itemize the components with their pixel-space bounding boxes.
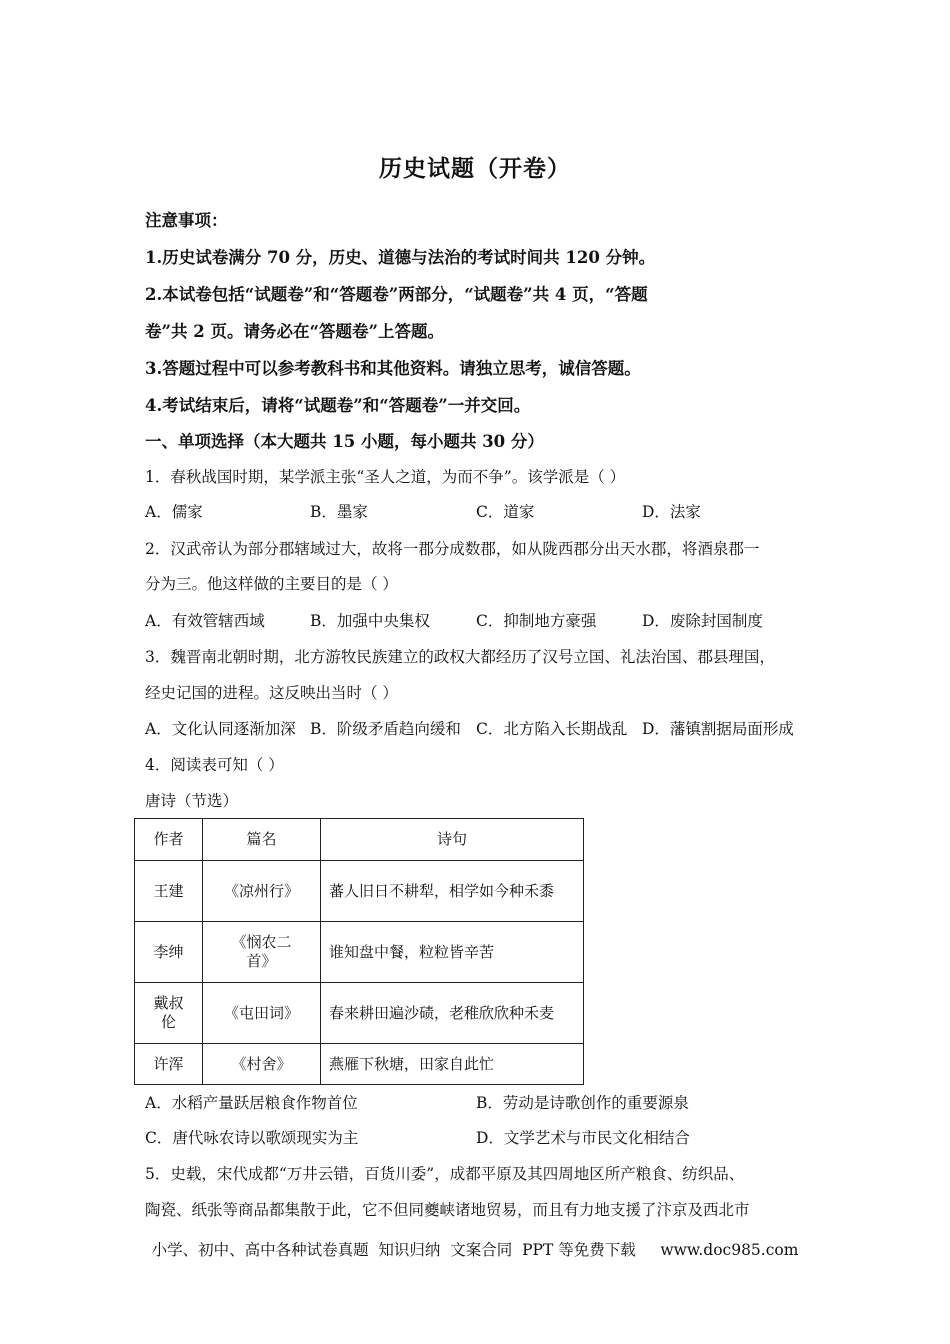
q2-option-b: B．加强中央集权 bbox=[310, 612, 430, 630]
question-1-stem: 1．春秋战国时期，某学派主张“圣人之道，为而不争”。该学派是（ ） bbox=[145, 468, 626, 486]
q3-option-d: D．藩镇割据局面形成 bbox=[642, 720, 794, 738]
notice-item-2: 2.本试卷包括“试题卷”和“答题卷”两部分，“试题卷”共 4 页，“答题 bbox=[145, 285, 648, 304]
q2-option-c: C．抑制地方豪强 bbox=[476, 612, 597, 630]
cell-title: 《村舍》 bbox=[203, 1044, 321, 1085]
cell-author: 戴叔伦 bbox=[135, 983, 203, 1044]
section-heading: 一、单项选择（本大题共 15 小题，每小题共 30 分） bbox=[145, 432, 544, 451]
notice-item-2-cont: 卷”共 2 页。请务必在“答题卷”上答题。 bbox=[145, 322, 444, 341]
question-5-stem: 5．史载，宋代成都“万井云错，百货川委”，成都平原及其四周地区所产粮食、纺织品、 bbox=[145, 1165, 745, 1183]
table-header-row bbox=[135, 819, 584, 861]
table-row bbox=[135, 983, 584, 1044]
cell-verse: 燕雁下秋塘，田家自此忙 bbox=[321, 1044, 584, 1085]
header-author: 作者 bbox=[135, 819, 203, 861]
cell-author: 王建 bbox=[135, 861, 203, 922]
q3-option-a: A．文化认同逐渐加深 bbox=[145, 720, 296, 738]
cell-verse: 春来耕田遍沙碛，老稚欣欣种禾麦 bbox=[321, 983, 584, 1044]
question-2-stem: 2．汉武帝认为部分郡辖域过大，故将一郡分成数郡，如从陇西郡分出天水郡，将酒泉郡一 bbox=[145, 540, 760, 558]
notice-heading: 注意事项： bbox=[145, 211, 228, 230]
q1-option-d: D．法家 bbox=[642, 503, 701, 521]
header-verse: 诗句 bbox=[321, 819, 584, 861]
header-title: 篇名 bbox=[203, 819, 321, 861]
table-row bbox=[135, 1044, 584, 1085]
cell-title: 《屯田词》 bbox=[203, 983, 321, 1044]
q2-option-d: D．废除封国制度 bbox=[642, 612, 763, 630]
question-2-stem-cont: 分为三。他这样做的主要目的是（ ） bbox=[145, 575, 398, 593]
q3-option-b: B．阶级矛盾趋向缓和 bbox=[310, 720, 461, 738]
cell-author: 许浑 bbox=[135, 1044, 203, 1085]
page-title: 历史试题（开卷） bbox=[379, 155, 571, 182]
q1-option-a: A．儒家 bbox=[145, 503, 203, 521]
notice-item-1: 1.历史试卷满分 70 分，历史、道德与法治的考试时间共 120 分钟。 bbox=[145, 248, 656, 267]
cell-author: 李绅 bbox=[135, 922, 203, 983]
notice-item-3: 3.答题过程中可以参考教科书和其他资料。请独立思考，诚信答题。 bbox=[145, 359, 641, 378]
cell-title: 《凉州行》 bbox=[203, 861, 321, 922]
table-row bbox=[135, 861, 584, 922]
q4-option-d: D．文学艺术与市民文化相结合 bbox=[476, 1129, 690, 1147]
poem-table bbox=[134, 818, 584, 1085]
question-4-stem: 4．阅读表可知（ ） bbox=[145, 756, 284, 774]
q1-option-c: C．道家 bbox=[476, 503, 535, 521]
cell-verse: 蕃人旧日不耕犁，相学如今种禾黍 bbox=[321, 861, 584, 922]
question-3-stem: 3．魏晋南北朝时期，北方游牧民族建立的政权大都经历了汉号立国、礼法治国、郡县理国， bbox=[145, 648, 775, 666]
q1-option-b: B．墨家 bbox=[310, 503, 368, 521]
cell-title: 《悯农二首》 bbox=[203, 922, 321, 983]
q4-option-c: C．唐代咏农诗以歌颂现实为主 bbox=[145, 1129, 359, 1147]
q2-option-a: A．有效管辖西域 bbox=[145, 612, 265, 630]
q3-option-c: C．北方陷入长期战乱 bbox=[476, 720, 628, 738]
page-footer: 小学、初中、高中各种试卷真题 知识归纳 文案合同 PPT 等免费下载 www.doc985.com bbox=[151, 1241, 799, 1259]
question-3-stem-cont: 经史记国的进程。这反映出当时（ ） bbox=[145, 684, 398, 702]
cell-verse: 谁知盘中餐，粒粒皆辛苦 bbox=[321, 922, 584, 983]
q4-option-b: B．劳动是诗歌创作的重要源泉 bbox=[476, 1094, 689, 1112]
table-caption: 唐诗（节选） bbox=[145, 792, 239, 810]
table-row bbox=[135, 922, 584, 983]
q4-option-a: A．水稻产量跃居粮食作物首位 bbox=[145, 1094, 358, 1112]
notice-item-4: 4.考试结束后，请将“试题卷”和“答题卷”一并交回。 bbox=[145, 396, 531, 415]
question-5-stem-cont: 陶瓷、纸张等商品都集散于此，它不但同夔峡诸地贸易，而且有力地支援了汴京及西北市 bbox=[145, 1201, 750, 1219]
